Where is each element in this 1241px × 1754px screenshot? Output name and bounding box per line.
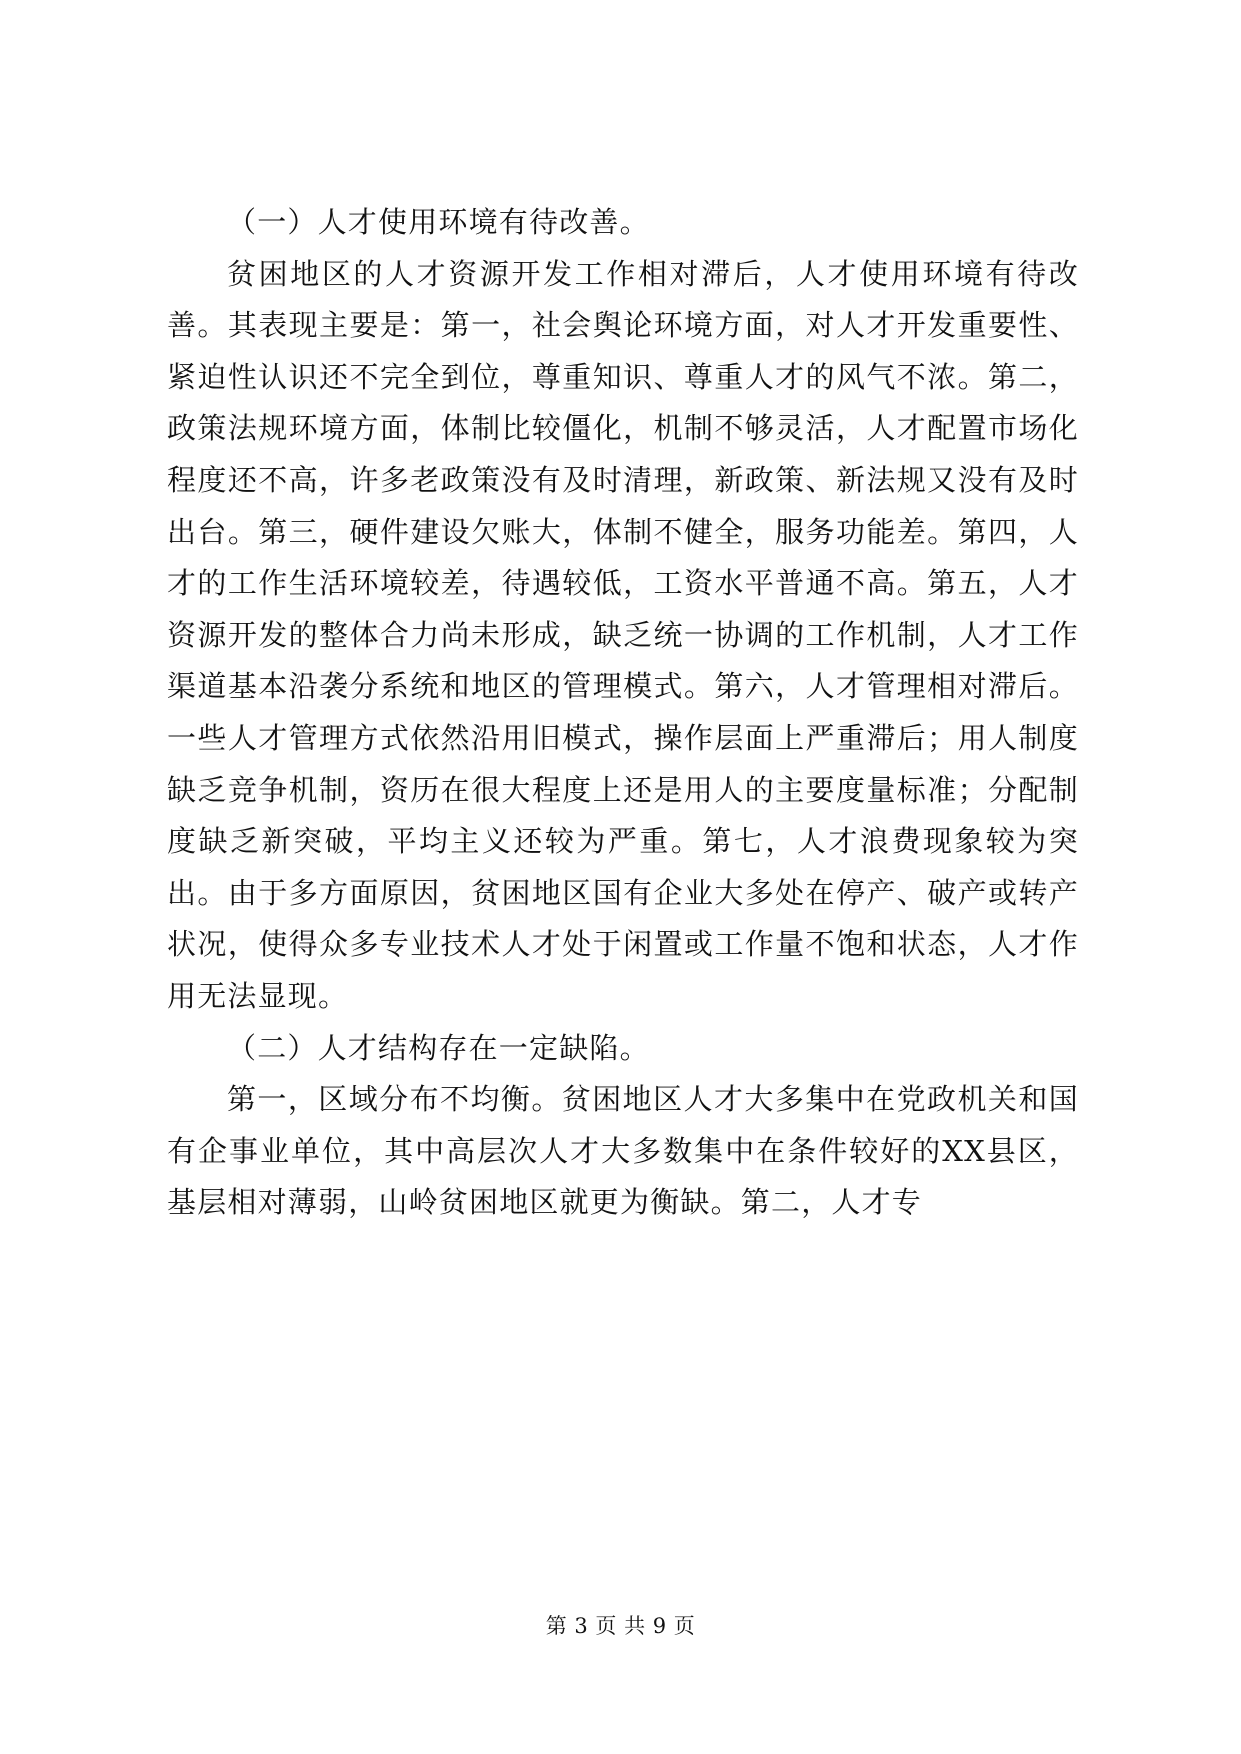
section-2-heading: （二）人才结构存在一定缺陷。 <box>227 1030 650 1065</box>
section-2-paragraph: 第一，区域分布不均衡。贫困地区人才大多集中在党政机关和国有企事业单位，其中高层次人才大多数集中在条件较好的XX县区，基层相对薄弱，山岭贫困地区就更为衡缺。第二，人才专 <box>167 1082 1079 1220</box>
section-1-paragraph: 贫困地区的人才资源开发工作相对滞后，人才使用环境有待改善。其表现主要是：第一，社会舆论环境方面，对人才开发重要性、紧迫性认识还不完全到位，尊重知识、尊重人才的风气不浓。第二，政策法规环境方面，体制比较僵化，机制不够灵活，人才配置市场化程度还不高，许多老政策没有及时清理，新政策、新法规又没有及时出台。第三，硬件建设欠账大，体制不健全，服务功能差。第四，人才的工作生活环境较差，待遇较低，工资水平普通不高。第五，人才资源开发的整体合力尚未形成，缺乏统一协调的工作机制，人才工作渠道基本沿袭分系统和地区的管理模式。第六，人才管理相对滞后。一些人才管理方式依然沿用旧模式，操作层面上严重滞后；用人制度缺乏竞争机制，资历在很大程度上还是用人的主要度量标准；分配制度缺乏新突破，平均主义还较为严重。第七，人才浪费现象较为突出。由于多方面原因，贫困地区国有企业大多处在停产、破产或转产状况，使得众多专业技术人才处于闲置或工作量不饱和状态，人才作用无法显现。 <box>167 256 1079 1013</box>
document-body <box>167 197 1079 1229</box>
page-number-footer: 第 3 页 共 9 页 <box>545 1614 696 1638</box>
section-1-heading: （一）人才使用环境有待改善。 <box>227 205 650 239</box>
